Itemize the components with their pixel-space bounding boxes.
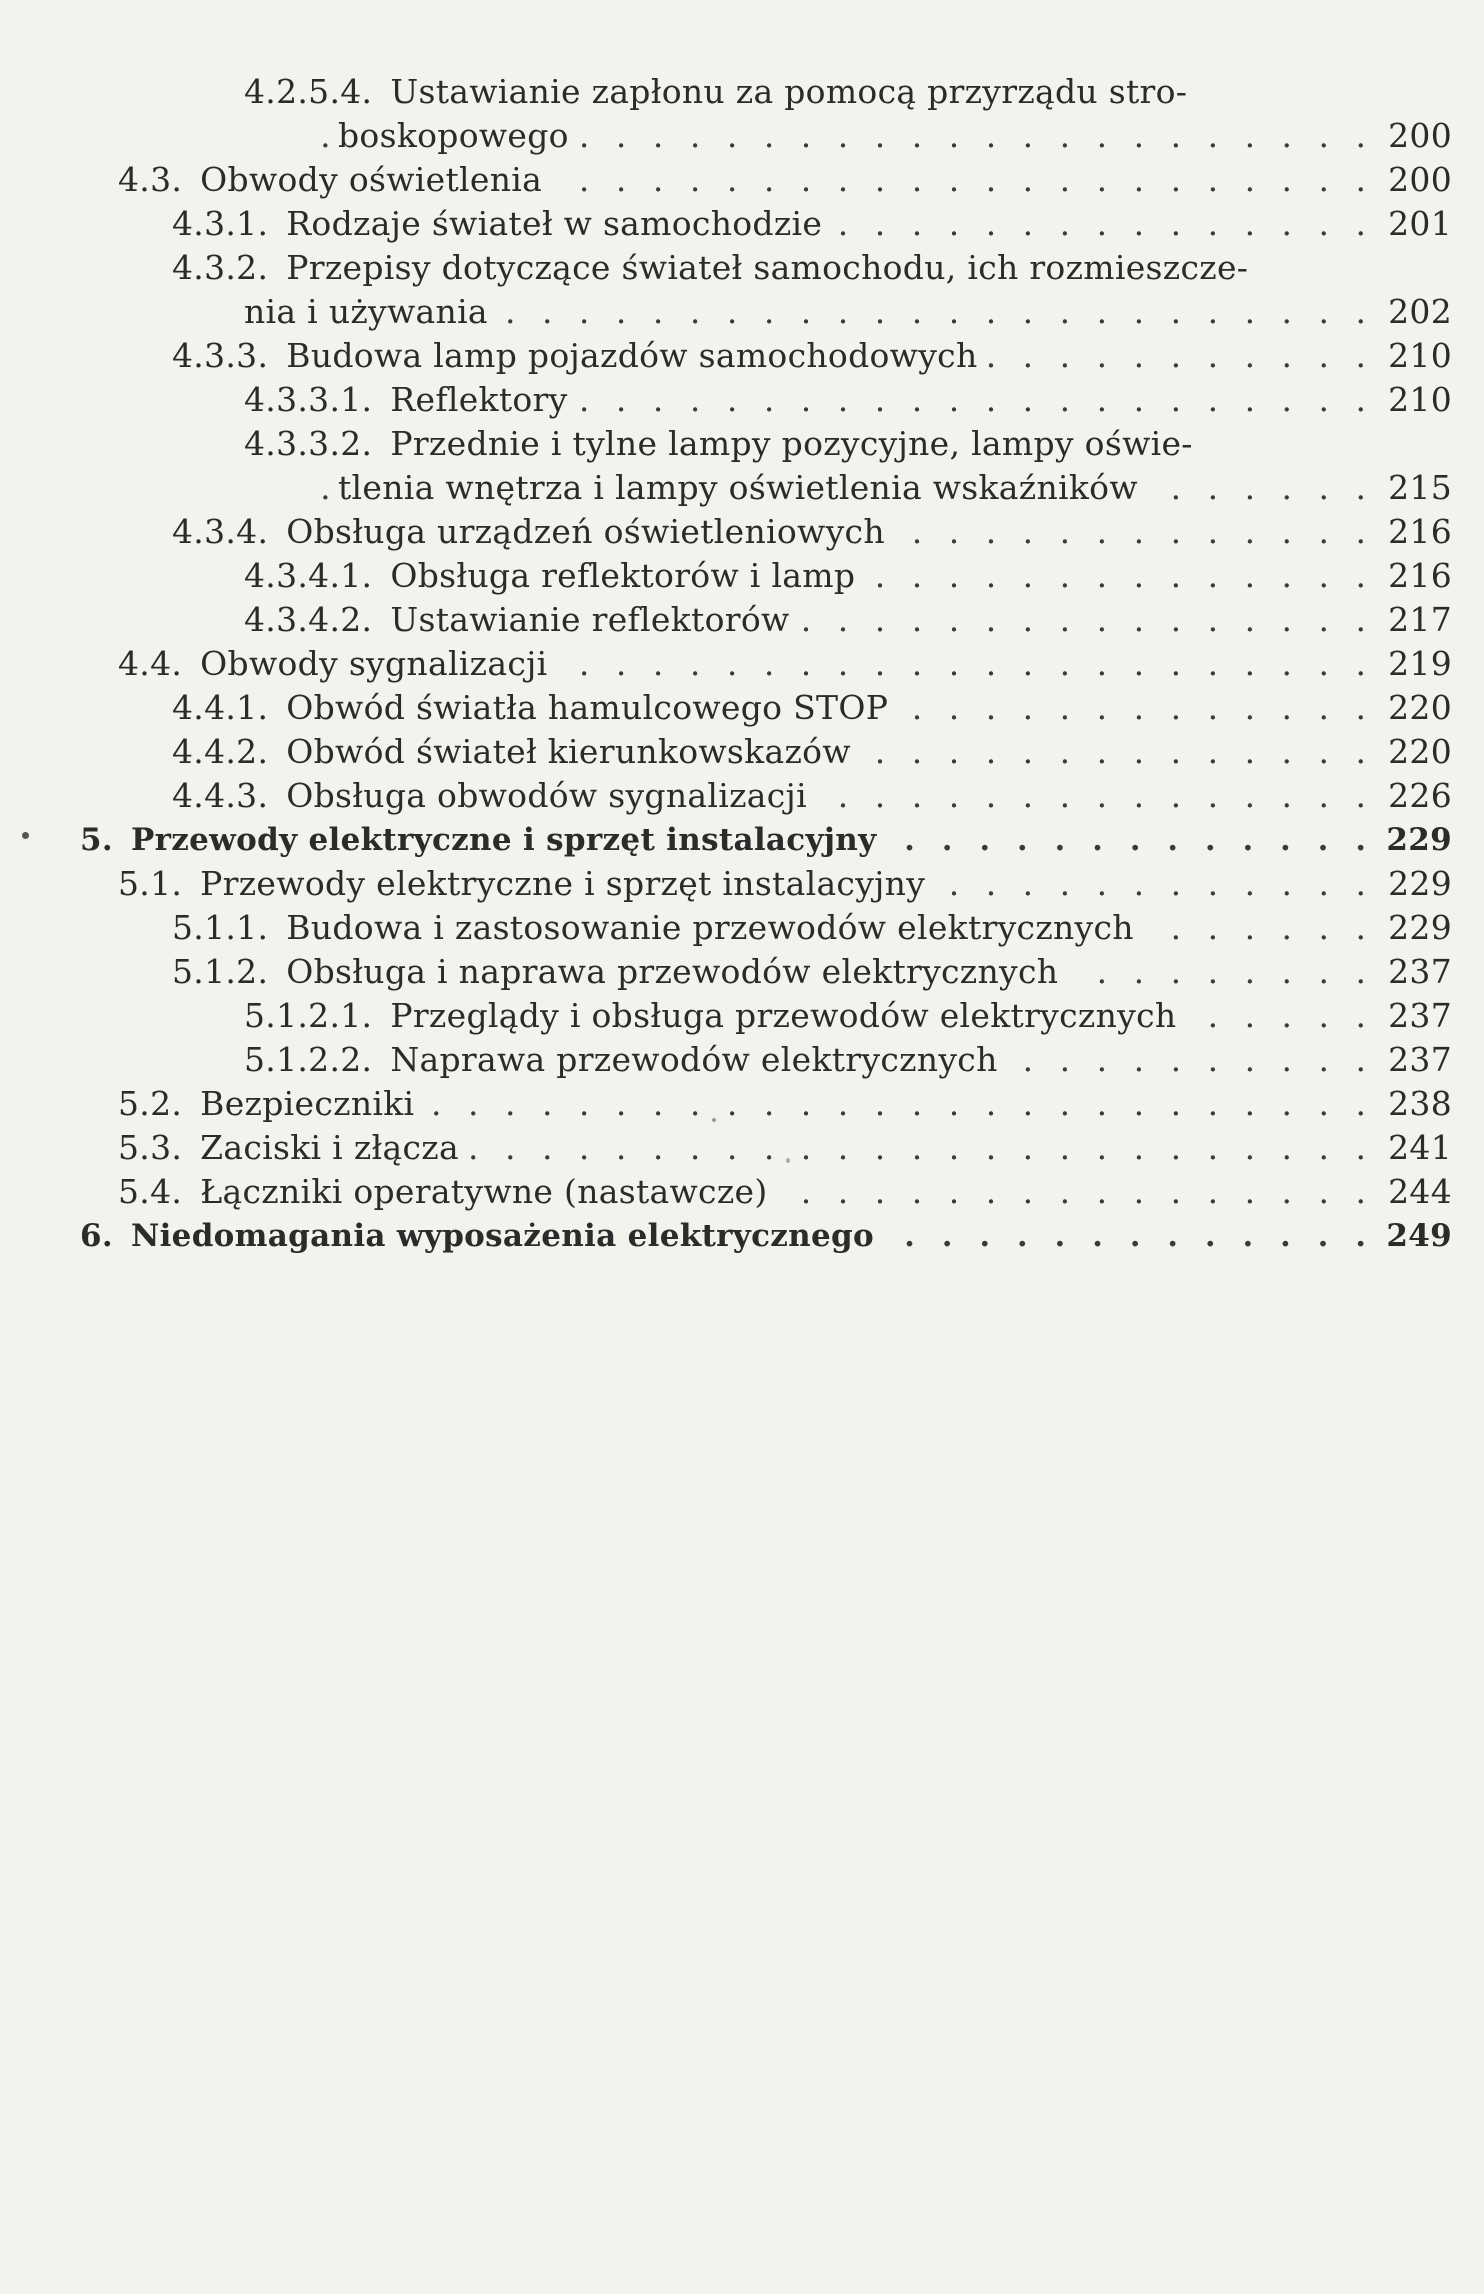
toc-entry (0, 378, 1484, 422)
table-of-contents (0, 70, 1484, 1258)
toc-entry (0, 290, 1484, 334)
section-number: 4.3.2. (172, 248, 269, 287)
section-number: 5.1.2.1. (244, 996, 373, 1035)
toc-entry (0, 598, 1484, 642)
page-number: 219 (1382, 642, 1452, 686)
section-title: Obsługa reflektorów i lamp (390, 556, 856, 595)
toc-entry-text (118, 864, 935, 903)
page-number: 237 (1382, 994, 1452, 1038)
toc-entry (0, 818, 1484, 862)
toc-entry (0, 158, 1484, 202)
section-title: Obwody sygnalizacji (200, 644, 548, 683)
toc-entry-text (118, 644, 558, 683)
page-number: 244 (1382, 1170, 1452, 1214)
section-title: Budowa i zastosowanie przewodów elektrycznych (286, 908, 1134, 947)
section-title: tlenia wnętrza i lampy oświetlenia wskaźników (338, 468, 1138, 507)
toc-entry (0, 202, 1484, 246)
toc-entry-text (244, 72, 1197, 111)
toc-entry-text (118, 1128, 469, 1167)
toc-entry (0, 730, 1484, 774)
toc-entry-text (244, 996, 1186, 1035)
section-number: 5.1. (118, 864, 183, 903)
toc-entry-text (244, 600, 800, 639)
toc-entry-text (244, 380, 578, 419)
section-number: 5. (80, 822, 113, 858)
section-title: Obwód świateł kierunkowskazów (286, 732, 851, 771)
toc-entry-text (244, 424, 1203, 463)
section-title: Niedomagania wyposażenia elektrycznego (130, 1218, 874, 1254)
toc-entry (0, 862, 1484, 906)
section-number: 4.3.1. (172, 204, 269, 243)
section-title: Ustawianie reflektorów (390, 600, 790, 639)
toc-entry (0, 1214, 1484, 1258)
toc-entry (0, 510, 1484, 554)
page-number: 220 (1382, 686, 1452, 730)
section-title: Przepisy dotyczące świateł samochodu, ich rozmieszcze- (286, 248, 1249, 287)
section-title: Obwody oświetlenia (200, 160, 543, 199)
section-title: Ustawianie zapłonu za pomocą przyrządu stro- (390, 72, 1188, 111)
page-number: 229 (1382, 906, 1452, 950)
section-title: boskopowego (338, 116, 569, 155)
toc-entry-text (80, 1218, 884, 1254)
section-title: Obsługa obwodów sygnalizacji (286, 776, 807, 815)
section-title: Bezpieczniki (200, 1084, 415, 1123)
section-title: Obwód światła hamulcowego STOP (286, 688, 889, 727)
toc-entry (0, 554, 1484, 598)
section-title: Zaciski i złącza (200, 1128, 459, 1167)
page-number: 215 (1382, 466, 1452, 510)
page-number: 210 (1382, 378, 1452, 422)
toc-entry-text (172, 204, 832, 243)
page-number: 210 (1382, 334, 1452, 378)
page-number: 229 (1382, 862, 1452, 906)
toc-entry (0, 906, 1484, 950)
section-title: Obsługa i naprawa przewodów elektrycznych (286, 952, 1059, 991)
toc-entry-text (338, 116, 579, 155)
section-number: 4.4.1. (172, 688, 269, 727)
section-number: 4.2.5.4. (244, 72, 373, 111)
paper-speck (786, 1158, 790, 1163)
section-number: 5.2. (118, 1084, 183, 1123)
page-number: 226 (1382, 774, 1452, 818)
toc-entry (0, 70, 1484, 114)
toc-entry (0, 334, 1484, 378)
section-number: 4.3.4.1. (244, 556, 373, 595)
paper-speck (22, 832, 29, 839)
page-number: 238 (1382, 1082, 1452, 1126)
toc-entry (0, 1170, 1484, 1214)
page-number: 220 (1382, 730, 1452, 774)
page-number: 201 (1382, 202, 1452, 246)
section-title: Przewody elektryczne i sprzęt instalacyjny (200, 864, 926, 903)
toc-entry (0, 422, 1484, 466)
section-title: Przednie i tylne lampy pozycyjne, lampy oświe- (390, 424, 1193, 463)
toc-entry (0, 774, 1484, 818)
section-title: Łączniki operatywne (nastawcze) (200, 1172, 768, 1211)
section-number: 5.1.1. (172, 908, 269, 947)
toc-entry-text (172, 908, 1144, 947)
section-title: Reflektory (390, 380, 568, 419)
toc-entry-text (118, 160, 552, 199)
toc-entry-text (118, 1084, 424, 1123)
toc-entry (0, 1126, 1484, 1170)
toc-entry-text (244, 1040, 1008, 1079)
toc-entry-text (244, 292, 498, 331)
page-number: 237 (1382, 1038, 1452, 1082)
section-number: 6. (80, 1218, 113, 1254)
section-number: 5.1.2. (172, 952, 269, 991)
toc-entry (0, 1038, 1484, 1082)
paper-speck (712, 1118, 716, 1122)
section-title: Budowa lamp pojazdów samochodowych (286, 336, 978, 375)
section-title: nia i używania (244, 292, 488, 331)
page-number: 217 (1382, 598, 1452, 642)
page-number: 202 (1382, 290, 1452, 334)
toc-entry (0, 950, 1484, 994)
toc-entry-text (244, 556, 865, 595)
toc-entry-text (172, 776, 817, 815)
page-number: 237 (1382, 950, 1452, 994)
section-number: 5.1.2.2. (244, 1040, 373, 1079)
section-number: 5.4. (118, 1172, 183, 1211)
toc-entry (0, 466, 1484, 510)
section-number: 4.3.3. (172, 336, 269, 375)
section-number: 4.4. (118, 644, 183, 683)
page-number: 241 (1382, 1126, 1452, 1170)
page-number: 216 (1382, 510, 1452, 554)
page-number: 229 (1382, 818, 1452, 862)
toc-entry (0, 1082, 1484, 1126)
toc-entry (0, 246, 1484, 290)
section-number: 4.3.3.1. (244, 380, 373, 419)
dot-leader (300, 1082, 1374, 1126)
toc-entry-text (338, 468, 1148, 507)
section-title: Naprawa przewodów elektrycznych (390, 1040, 998, 1079)
page-number: 216 (1382, 554, 1452, 598)
section-number: 4.3.4.2. (244, 600, 373, 639)
toc-entry-text (172, 512, 895, 551)
toc-entry-text (172, 336, 988, 375)
section-number: 5.3. (118, 1128, 183, 1167)
toc-entry (0, 114, 1484, 158)
toc-entry-text (80, 822, 886, 858)
toc-entry-text (172, 732, 861, 771)
toc-entry (0, 994, 1484, 1038)
section-number: 4.3. (118, 160, 183, 199)
toc-entry (0, 686, 1484, 730)
section-title: Rodzaje świateł w samochodzie (286, 204, 823, 243)
toc-entry-text (172, 248, 1258, 287)
section-title: Przeglądy i obsługa przewodów elektrycznych (390, 996, 1177, 1035)
section-number: 4.3.4. (172, 512, 269, 551)
toc-entry (0, 642, 1484, 686)
toc-entry-text (172, 688, 898, 727)
page-number: 200 (1382, 114, 1452, 158)
section-title: Obsługa urządzeń oświetleniowych (286, 512, 885, 551)
section-number: 4.3.3.2. (244, 424, 373, 463)
section-number: 4.4.2. (172, 732, 269, 771)
toc-entry-text (172, 952, 1068, 991)
page-number: 200 (1382, 158, 1452, 202)
section-title: Przewody elektryczne i sprzęt instalacyjny (130, 822, 877, 858)
page-number: 249 (1382, 1214, 1452, 1258)
toc-entry-text (118, 1172, 778, 1211)
section-number: 4.4.3. (172, 776, 269, 815)
